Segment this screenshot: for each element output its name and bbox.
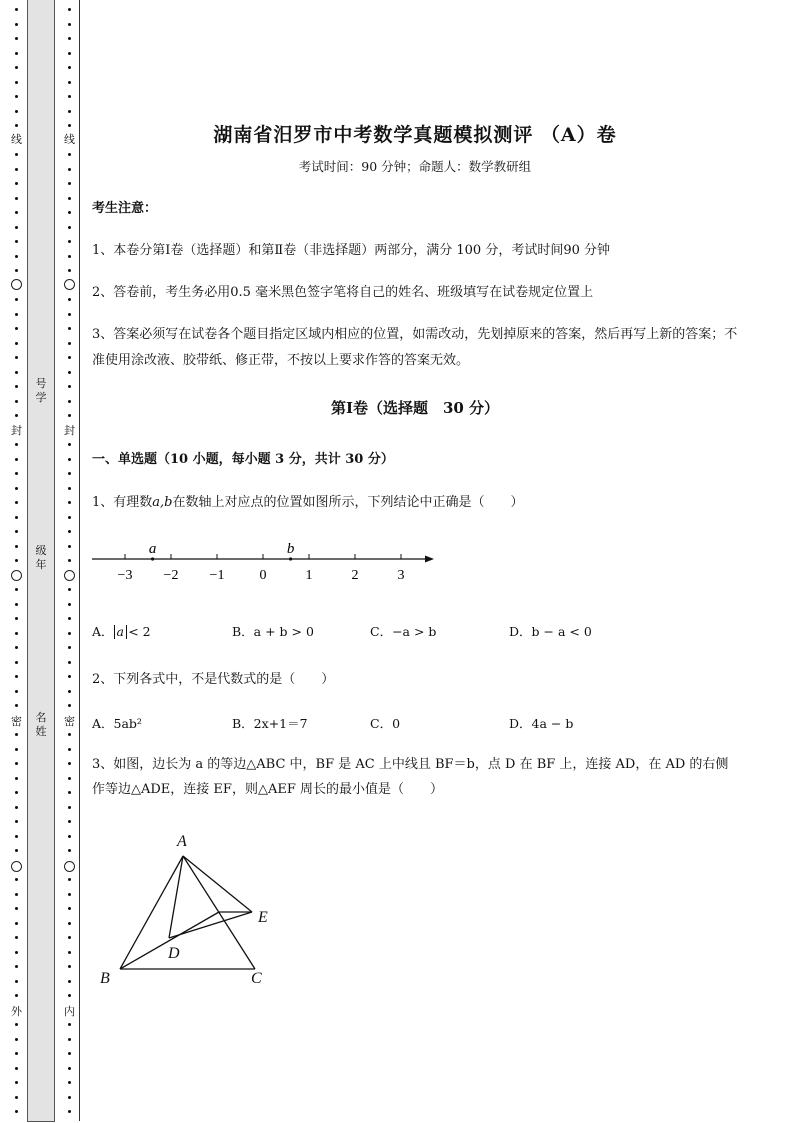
dot: [68, 23, 71, 26]
tick-label: −3: [117, 568, 133, 583]
gutter-label-mi-left: 密: [11, 715, 22, 728]
q2-stem: 2、下列各式中，不是代数式的是（ ）: [92, 672, 335, 687]
dot: [68, 240, 71, 243]
dot: [15, 458, 18, 461]
dot: [68, 95, 71, 98]
dot: [68, 1096, 71, 1099]
dot: [68, 168, 71, 171]
q1-option-a-rest: < 2: [128, 624, 151, 639]
q2-option-c[interactable]: C．0: [370, 716, 401, 731]
dot: [15, 414, 18, 417]
q3-stem-line2: 作等边△ADE，连接 EF，则△AEF 周长的最小值是（ ）: [92, 782, 443, 797]
gutter-label-xian-right: 线: [64, 133, 75, 146]
dot: [15, 1052, 18, 1055]
dot: [68, 777, 71, 780]
dot: [68, 951, 71, 954]
dot: [68, 1038, 71, 1041]
dot: [15, 646, 18, 649]
dot: [68, 806, 71, 809]
binding-margin: [0, 0, 82, 1123]
dot: [68, 646, 71, 649]
dot: [15, 777, 18, 780]
note-item-2: 2、答卷前，考生务必用0.5 毫米黑色签字笔将自己的姓名、班级填写在试卷规定位置上: [92, 285, 594, 300]
q1-option-a[interactable]: [92, 622, 151, 640]
dot: [15, 472, 18, 475]
dot: [68, 704, 71, 707]
dot: [15, 1096, 18, 1099]
dot: [68, 516, 71, 519]
dot: [68, 501, 71, 504]
dot: [68, 298, 71, 301]
dot: [68, 849, 71, 852]
circle-mark: [11, 570, 22, 581]
q2-option-b[interactable]: B．2x+1＝7: [232, 716, 308, 731]
dot: [68, 255, 71, 258]
gutter-label-xian-left: 线: [11, 133, 22, 146]
dot: [15, 559, 18, 562]
q2-option-d[interactable]: D．4a − b: [509, 716, 574, 731]
q1-stem-pre: 1、有理数: [92, 495, 153, 510]
dot: [68, 893, 71, 896]
gutter-label-feng-right: 封: [64, 424, 75, 437]
label-e: E: [258, 909, 268, 926]
dot: [15, 762, 18, 765]
dot: [68, 327, 71, 330]
dot: [15, 1023, 18, 1026]
tick-label: 2: [351, 568, 359, 583]
gutter-label-feng-left: 封: [11, 424, 22, 437]
dot: [68, 936, 71, 939]
number-line-figure: [92, 535, 442, 585]
tick-label: 0: [259, 568, 267, 583]
dot: [15, 733, 18, 736]
dot: [68, 922, 71, 925]
dot: [15, 922, 18, 925]
point-b: [289, 557, 292, 560]
dot: [68, 632, 71, 635]
dotted-line-left: [13, 0, 21, 1123]
dot: [15, 385, 18, 388]
dot: [68, 545, 71, 548]
label-b: B: [100, 970, 110, 987]
circle-mark: [64, 861, 75, 872]
dot: [68, 1023, 71, 1026]
dot: [15, 936, 18, 939]
dot: [15, 371, 18, 374]
tick-label: −2: [163, 568, 179, 583]
dot: [68, 661, 71, 664]
q1-stem: [92, 490, 752, 516]
q2-option-a[interactable]: A．5ab²: [92, 716, 142, 731]
dot: [15, 313, 18, 316]
q1-option-b[interactable]: B．a + b > 0: [232, 624, 314, 639]
dot: [15, 342, 18, 345]
circle-mark: [64, 279, 75, 290]
dot: [15, 443, 18, 446]
gutter-label-nei: 内: [64, 1005, 75, 1018]
dot: [15, 588, 18, 591]
gutter-label-mi-right: 密: [64, 715, 75, 728]
dot: [68, 965, 71, 968]
dot: [68, 226, 71, 229]
dot: [15, 8, 18, 11]
dot: [15, 632, 18, 635]
dot: [68, 269, 71, 272]
dot: [15, 110, 18, 113]
dot: [68, 472, 71, 475]
dot: [68, 733, 71, 736]
dot: [68, 182, 71, 185]
dot: [68, 994, 71, 997]
dot: [68, 1052, 71, 1055]
dot: [15, 327, 18, 330]
dot: [15, 298, 18, 301]
dot: [68, 313, 71, 316]
dot: [15, 980, 18, 983]
tick-label: 3: [397, 568, 405, 583]
dot: [15, 400, 18, 403]
circle-mark: [11, 861, 22, 872]
tick-label: 1: [305, 568, 313, 583]
dot: [68, 530, 71, 533]
dot: [68, 559, 71, 562]
dot: [68, 52, 71, 55]
dot: [68, 385, 71, 388]
dot: [68, 748, 71, 751]
name-label: 名姓: [35, 711, 47, 738]
q1-option-a-letter: A．: [92, 624, 114, 639]
tick-label: −1: [209, 568, 225, 583]
dot: [15, 791, 18, 794]
dot: [15, 37, 18, 40]
dot: [15, 226, 18, 229]
dot: [68, 414, 71, 417]
dot: [15, 748, 18, 751]
dot: [15, 168, 18, 171]
dot: [15, 994, 18, 997]
dot: [68, 342, 71, 345]
dot: [15, 182, 18, 185]
dot: [68, 110, 71, 113]
dot: [68, 211, 71, 214]
dot: [15, 835, 18, 838]
dot: [15, 849, 18, 852]
dot: [15, 23, 18, 26]
dot: [68, 878, 71, 881]
dot: [15, 501, 18, 504]
dot: [68, 356, 71, 359]
dot: [15, 124, 18, 127]
dot: [15, 690, 18, 693]
dot: [15, 95, 18, 98]
dot: [68, 443, 71, 446]
dot: [15, 1038, 18, 1041]
dot: [15, 1110, 18, 1113]
dot: [68, 690, 71, 693]
dot: [68, 603, 71, 606]
dot: [68, 1110, 71, 1113]
dot: [15, 1067, 18, 1070]
grade-label: 级年: [35, 544, 47, 571]
dot: [15, 211, 18, 214]
triangle-figure: [95, 822, 305, 994]
q1-option-a-var: a: [116, 624, 124, 639]
dot: [68, 400, 71, 403]
dot: [68, 8, 71, 11]
segment-de: [169, 912, 252, 938]
dot: [68, 371, 71, 374]
dot: [15, 965, 18, 968]
dot: [68, 675, 71, 678]
dot: [15, 197, 18, 200]
dot: [15, 356, 18, 359]
dot: [68, 835, 71, 838]
dot: [15, 487, 18, 490]
dot: [15, 878, 18, 881]
dotted-line-right: [66, 0, 74, 1123]
exam-title: 湖南省汨罗市中考数学真题模拟测评 （A）卷: [213, 124, 617, 146]
exam-subtitle: 考试时间：90 分钟；命题人：数学教研组: [298, 159, 532, 174]
dot: [68, 487, 71, 490]
segment-ae: [183, 856, 252, 912]
label-d: D: [168, 945, 180, 962]
dot: [68, 791, 71, 794]
cut-line: [79, 0, 80, 1121]
dot: [15, 1081, 18, 1084]
dot: [68, 37, 71, 40]
dot: [15, 153, 18, 156]
dot: [15, 704, 18, 707]
dot: [68, 124, 71, 127]
dot: [68, 820, 71, 823]
dot: [68, 762, 71, 765]
dot: [15, 269, 18, 272]
dot: [15, 530, 18, 533]
circle-mark: [64, 570, 75, 581]
dot: [68, 197, 71, 200]
dot: [68, 66, 71, 69]
q3-stem-line1: 3、如图，边长为 a 的等边△ABC 中，BF 是 AC 上中线且 BF＝b，点 D 在 BF 上，连接 AD，在 AD 的右侧: [92, 757, 729, 772]
dot: [68, 588, 71, 591]
dot: [15, 545, 18, 548]
dot: [15, 516, 18, 519]
q1-stem-post: 在数轴上对应点的位置如图所示，下列结论中正确是（ ）: [172, 495, 524, 510]
point-label-b: b: [286, 541, 295, 557]
dot: [15, 255, 18, 258]
dot: [15, 820, 18, 823]
dot: [15, 806, 18, 809]
q1-option-c[interactable]: C．−a > b: [370, 624, 437, 639]
section-title: 第Ⅰ卷（选择题 30 分）: [330, 399, 500, 417]
dot: [15, 240, 18, 243]
dot: [15, 893, 18, 896]
dot: [15, 675, 18, 678]
dot: [68, 81, 71, 84]
dot: [15, 617, 18, 620]
label-c: C: [251, 970, 262, 987]
gutter-label-wai: 外: [11, 1005, 22, 1018]
dot: [15, 52, 18, 55]
dot: [15, 81, 18, 84]
dot: [68, 907, 71, 910]
dot: [15, 951, 18, 954]
dot: [15, 907, 18, 910]
point-label-a: a: [148, 541, 157, 557]
point-a: [151, 557, 154, 560]
dot: [68, 1067, 71, 1070]
q1-stem-vars: a,b: [152, 495, 173, 510]
circle-mark: [11, 279, 22, 290]
notes-heading: 考生注意：: [92, 201, 158, 216]
dot: [68, 617, 71, 620]
dot: [15, 603, 18, 606]
note-item-3: 3、答案必须写在试卷各个题目指定区域内相应的位置，如需改动，先划掉原来的答案，然后再写上新的答案；不准使用涂改液、胶带纸、修正带，不按以上要求作答的答案无效。: [92, 327, 738, 368]
dot: [68, 1081, 71, 1084]
dot: [15, 661, 18, 664]
q1-option-d[interactable]: D．b − a < 0: [509, 624, 592, 639]
dot: [15, 66, 18, 69]
student-number-label: 号学: [35, 377, 47, 404]
note-item-1: 1、本卷分第Ⅰ卷（选择题）和第Ⅱ卷（非选择题）两部分，满分 100 分，考试时间90 分钟: [92, 243, 610, 258]
label-a: A: [177, 833, 187, 850]
dot: [68, 153, 71, 156]
dot: [68, 458, 71, 461]
arrow-icon: [425, 556, 434, 563]
dot: [68, 980, 71, 983]
part-title: 一、单选题（10 小题，每小题 3 分，共计 30 分）: [92, 452, 394, 467]
